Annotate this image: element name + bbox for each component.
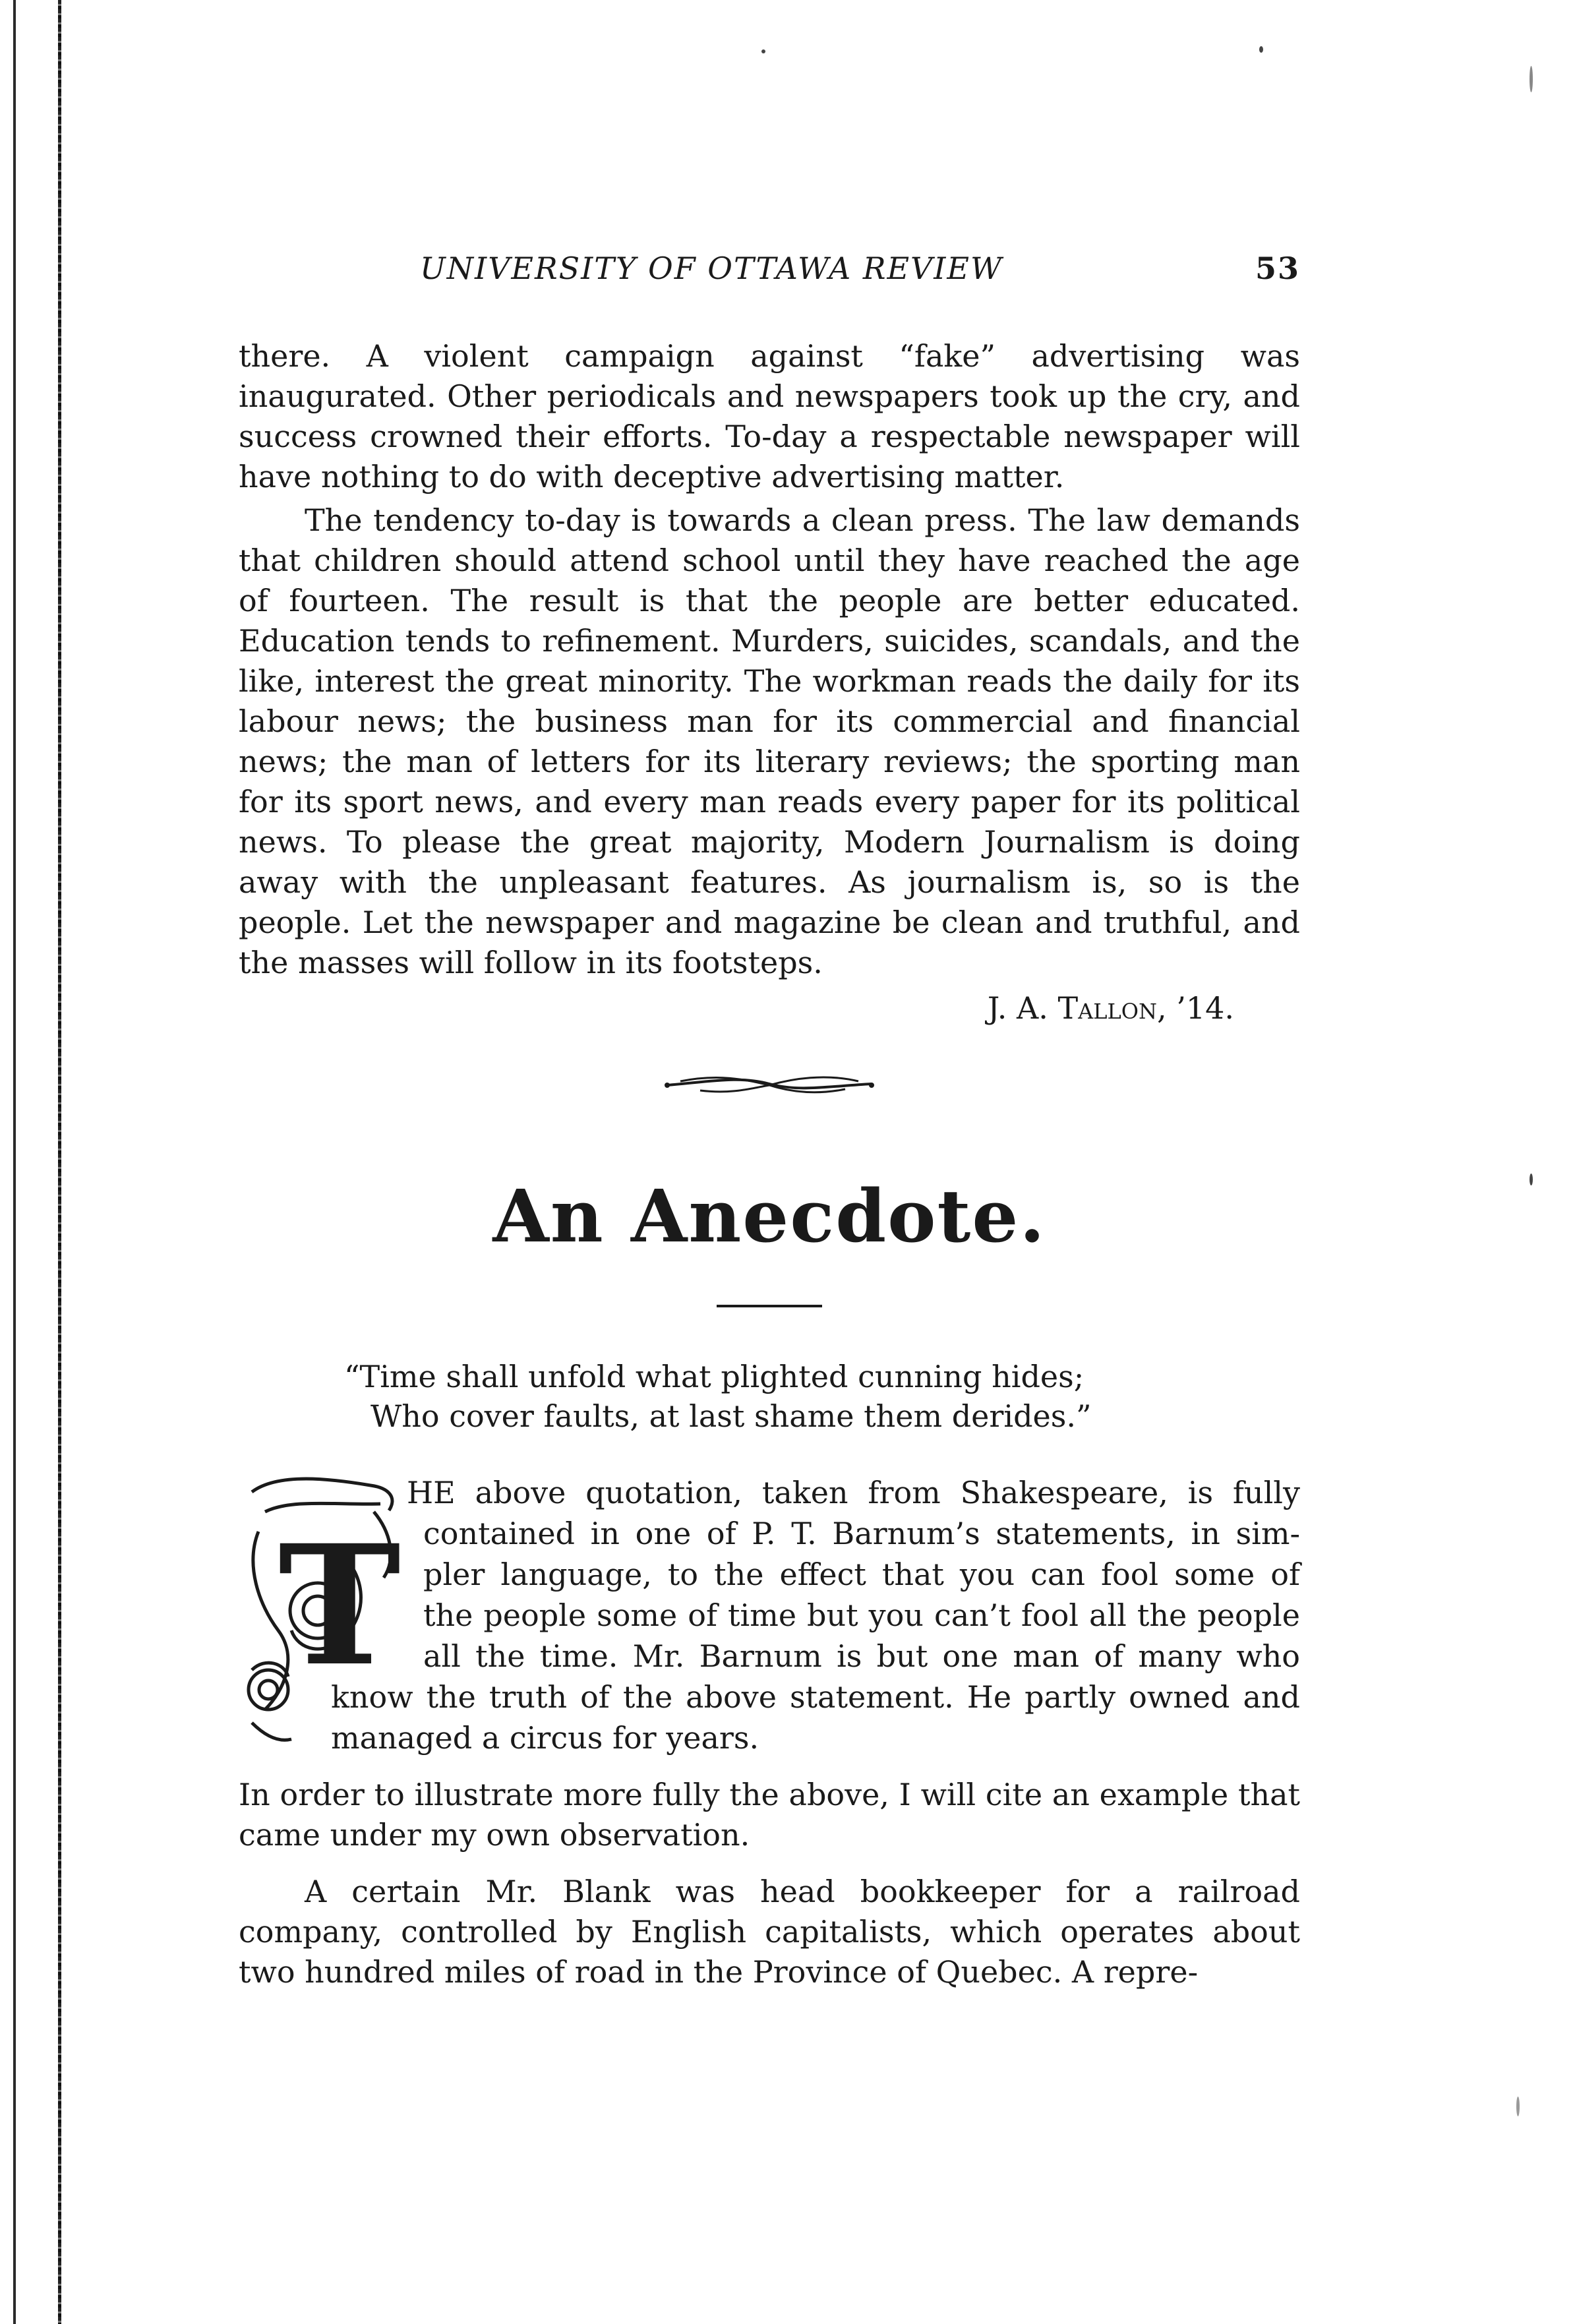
scan-speck bbox=[761, 49, 765, 53]
scan-gutter bbox=[0, 0, 79, 2324]
paragraph: A certain Mr. Blank was head bookkeeper for a railroad company, controlled by English capitalists, which operates about two hundred miles of road in the Province of Quebec. A repre- bbox=[239, 1874, 1300, 1990]
ornamental-drop-cap bbox=[239, 1472, 403, 1749]
epigraph-line: Who cover faults, at last shame them derides.” bbox=[371, 1398, 1092, 1434]
drop-cap-paragraph bbox=[239, 1472, 1300, 1758]
drop-line: pler language, to the effect that you can fool some of bbox=[423, 1557, 1300, 1592]
page-number: 53 bbox=[1255, 251, 1300, 286]
author-signature bbox=[239, 988, 1300, 1028]
drop-line: contained in one of P. T. Barnum’s statements, in sim- bbox=[423, 1516, 1300, 1551]
epigraph bbox=[239, 1357, 1300, 1436]
scan-speck bbox=[1530, 1174, 1533, 1185]
gutter-rule bbox=[13, 0, 16, 2324]
page bbox=[239, 251, 1300, 1992]
scan-speck bbox=[1530, 66, 1533, 92]
article-title: An Anecdote. bbox=[492, 1174, 1046, 1259]
drop-line: HE above quotation, taken from Shakespeare, is fully bbox=[407, 1475, 1300, 1510]
scan-speck bbox=[1259, 46, 1263, 53]
title-rule bbox=[717, 1305, 822, 1307]
paragraph: The tendency to-day is towards a clean press. The law demands that children should attend school until they have reached the age of fourteen. The result is that the people are better educated. Education tends to refinement. Murders, suicides, scandals, and the like, interest the great minority. The workman reads the daily for its labour news; the business man for its commercial and financial news; the man of letters for its literary reviews; the sporting man for its sport news, and every man reads every paper for its political news. To please the great majority, Modern Journalism is doing away with the unpleasant features. As journalism is, so is the people. Let the newspaper and magazine be clean and truthful, and the masses will follow in its footsteps. bbox=[239, 502, 1300, 980]
gutter-binding bbox=[58, 0, 61, 2324]
scan-speck bbox=[1516, 2097, 1520, 2116]
epigraph-line: “Time shall unfold what plighted cunning hides; bbox=[344, 1359, 1085, 1394]
signature-year: , ’14. bbox=[1156, 990, 1234, 1026]
drop-cap-letter: T bbox=[278, 1508, 401, 1702]
signature-name: Tallon bbox=[1057, 990, 1157, 1026]
drop-line: the people some of time but you can’t fool all the people bbox=[423, 1597, 1300, 1633]
drop-line: managed a circus for years. bbox=[331, 1720, 759, 1756]
signature-initials: J. A. bbox=[987, 990, 1058, 1026]
drop-line: all the time. Mr. Barnum is but one man of many who bbox=[423, 1638, 1300, 1674]
running-title: UNIVERSITY OF OTTAWA REVIEW bbox=[420, 251, 1003, 286]
paragraph: In order to illustrate more fully the above, I will cite an example that came under my own observation. bbox=[239, 1777, 1300, 1853]
paragraph: there. A violent campaign against “fake” advertising was inaugurated. Other periodicals and newspapers took up the cry, and success crowned their efforts. To-day a respectable newspaper will have nothing to do with deceptive advertising matter. bbox=[239, 338, 1300, 494]
running-head bbox=[239, 251, 1300, 290]
drop-line: know the truth of the above statement. He partly owned and bbox=[331, 1679, 1300, 1715]
section-divider-ornament bbox=[661, 1061, 878, 1108]
